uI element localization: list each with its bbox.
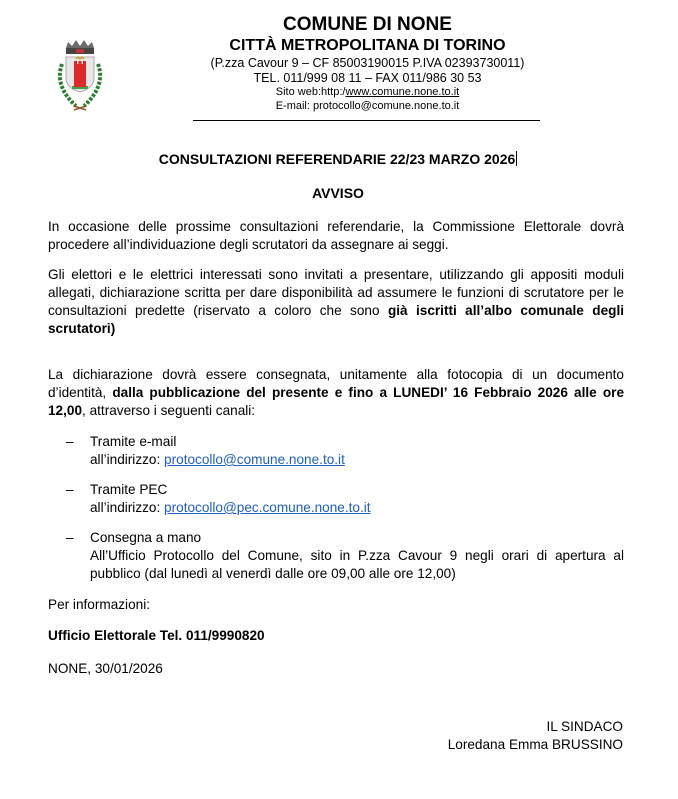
- paragraph-intro: In occasione delle prossime consultazioni referendarie, la Commissione Elettorale dovrà procedere all’individuazione degli scrutatori da assegnare ai seggi.: [48, 219, 624, 252]
- signature-name: Loredana Emma BRUSSINO: [447, 737, 623, 752]
- email-link[interactable]: protocollo@comune.none.to.it: [164, 452, 345, 467]
- document-subtitle: AVVISO: [312, 185, 364, 201]
- dash-bullet-icon: –: [66, 434, 74, 449]
- channel-title: Consegna a mano: [90, 530, 202, 545]
- paragraph-invitation: [48, 266, 624, 338]
- metro-city-name: CITTÀ METROPOLITANA DI TORINO: [229, 37, 506, 54]
- list-item-hand-delivery: [66, 529, 624, 583]
- municipality-name: COMUNE DI NONE: [283, 14, 452, 35]
- signature-role: IL SINDACO: [546, 719, 623, 734]
- info-label: Per informazioni:: [48, 597, 150, 612]
- phone-line: TEL. 011/999 08 11 – FAX 011/986 30 53: [253, 71, 482, 85]
- dash-bullet-icon: –: [66, 482, 74, 497]
- document-title: [48, 151, 628, 167]
- title-text: CONSULTAZIONI REFERENDARIE 22/23 MARZO 2026: [158, 151, 516, 167]
- channel-title: Tramite e-mail: [90, 434, 177, 449]
- website-line: [185, 86, 550, 98]
- info-contact: Ufficio Elettorale Tel. 011/9990820: [48, 628, 265, 643]
- address-prefix: all’indirizzo:: [90, 500, 165, 515]
- pec-link[interactable]: protocollo@pec.comune.none.to.it: [164, 500, 371, 515]
- address-prefix: all’indirizzo:: [90, 452, 165, 467]
- header-divider: [193, 120, 540, 121]
- delivery-text-2: , attraverso i seguenti canali:: [82, 403, 256, 418]
- paragraph-delivery: [48, 366, 624, 420]
- channel-detail: All’Ufficio Protocollo del Comune, sito in P.zza Cavour 9 negli orari di apertura al pubblico (dal lunedì al venerdì dalle ore 09,00 alle ore 12,00): [90, 548, 624, 581]
- dash-bullet-icon: –: [66, 530, 74, 545]
- list-item-email: [66, 433, 624, 469]
- channel-title: Tramite PEC: [90, 482, 168, 497]
- paragraph-invitation-bold: già iscritti all’albo comunale degli scrutatori): [48, 303, 624, 336]
- website-link[interactable]: www.comune.none.to.it: [345, 86, 460, 98]
- delivery-deadline: dalla pubblicazione del presente e fino a LUNEDI’ 16 Febbraio 2026 alle ore 12,00: [48, 385, 625, 418]
- address-line: (P.zza Cavour 9 – CF 85003190015 P.IVA 02393730011): [210, 56, 525, 70]
- email-line: E-mail: protocollo@comune.none.to.it: [275, 100, 460, 112]
- text-cursor: [516, 151, 517, 166]
- list-item-pec: [66, 481, 624, 517]
- date-line: NONE, 30/01/2026: [48, 661, 163, 676]
- delivery-text-1: La dichiarazione dovrà essere consegnata, unitamente alla fotocopia di un documento d’identità,: [48, 367, 624, 400]
- paragraph-invitation-text: Gli elettori e le elettrici interessati sono invitati a presentare, utilizzando gli appositi moduli allegati, dichiarazione scritta per dare disponibilità ad assumere le funzioni di scrutatore per le consultazioni predette (riservato a coloro che sono: [48, 267, 624, 318]
- coat-of-arms-icon: [50, 40, 108, 116]
- website-prefix: Sito web:http:/: [275, 86, 346, 98]
